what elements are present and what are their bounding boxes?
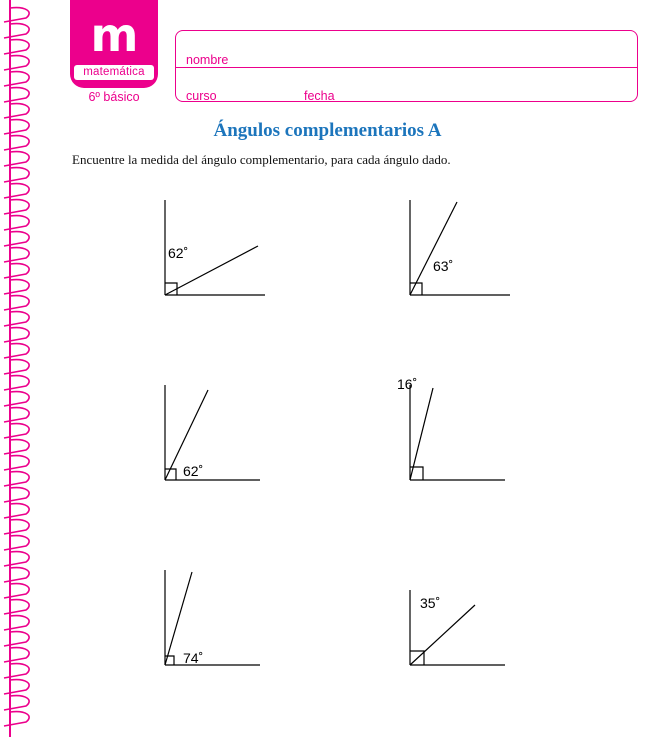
brand-logo — [70, 0, 158, 88]
exercise-row — [150, 560, 640, 745]
curso-field-label[interactable]: curso — [186, 89, 217, 103]
exercise-row — [150, 375, 640, 560]
page-title: Ángulos complementarios A — [213, 120, 442, 141]
angle-label: 62˚ — [168, 245, 189, 261]
logo-level: 6º básico — [88, 90, 140, 104]
logo-letter: m — [90, 8, 138, 62]
fields-divider — [176, 67, 637, 68]
angle-label: 16˚ — [397, 376, 418, 392]
angle-label: 62˚ — [183, 463, 204, 479]
angle-label: 74˚ — [183, 650, 204, 666]
angle-label: 35˚ — [420, 595, 441, 611]
student-fields-box — [175, 30, 638, 102]
fecha-field-label[interactable]: fecha — [304, 89, 335, 103]
logo-subject: matemática — [74, 65, 153, 80]
instructions-text: Encuentre la medida del ángulo complementario, para cada ángulo dado. — [72, 152, 451, 167]
angle-label: 63˚ — [433, 258, 454, 274]
exercise-item-2 — [395, 190, 640, 375]
exercise-row — [150, 190, 640, 375]
exercise-item-4 — [395, 375, 640, 560]
nombre-field-label[interactable]: nombre — [186, 53, 229, 67]
spiral-binding — [0, 0, 40, 737]
exercise-item-1 — [150, 190, 395, 375]
exercise-item-6 — [395, 560, 640, 745]
exercise-item-3 — [150, 375, 395, 560]
exercise-grid — [150, 190, 640, 745]
exercise-item-5 — [150, 560, 395, 745]
